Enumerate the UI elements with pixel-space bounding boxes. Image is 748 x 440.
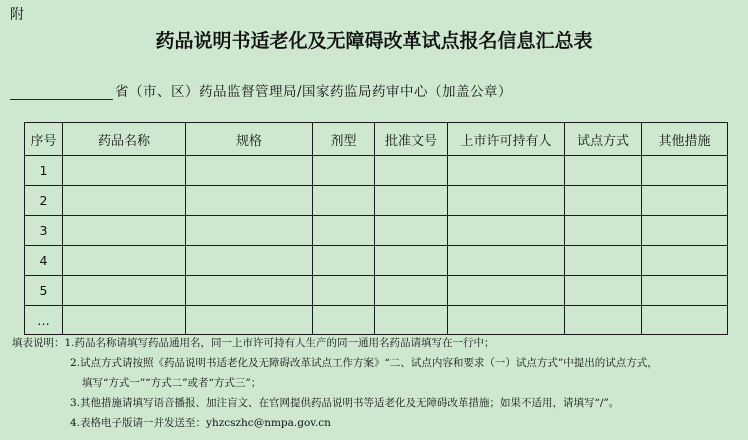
province-blank-field[interactable] (10, 83, 113, 100)
attachment-label: 附 (10, 7, 24, 23)
table-row (25, 276, 728, 306)
column-header-index: 序号 (25, 123, 63, 156)
table-cell[interactable] (565, 156, 642, 186)
table-row (25, 216, 728, 246)
row-index-cell: 2 (25, 186, 63, 216)
column-header-pilot-mode: 试点方式 (565, 123, 642, 156)
note-line-2: 2.试点方式请按照《药品说明书适老化及无障碍改革试点工作方案》“二、试点内容和要求（一）试点方式”中提出的试点方式， (70, 357, 658, 369)
table-cell[interactable] (448, 246, 565, 276)
note-line-1 (12, 333, 742, 353)
note-line-2-continued: 填写“方式一”“方式二”或者“方式三”； (82, 377, 262, 389)
table-cell[interactable] (63, 246, 186, 276)
note-line-4: 4.表格电子版请一并发送至：yhzcszhc@nmpa.gov.cn (70, 417, 331, 429)
table-cell[interactable] (313, 156, 375, 186)
page-title: 药品说明书适老化及无障碍改革试点报名信息汇总表 (155, 30, 593, 52)
table-cell[interactable] (63, 156, 186, 186)
table-cell[interactable] (186, 216, 313, 246)
table-cell[interactable] (642, 246, 728, 276)
table-cell[interactable] (565, 246, 642, 276)
table-cell[interactable] (642, 156, 728, 186)
table-cell[interactable] (313, 306, 375, 335)
row-index-cell: 5 (25, 276, 63, 306)
table-cell[interactable] (448, 306, 565, 335)
row-index-cell: … (25, 306, 63, 335)
fill-instructions (12, 333, 742, 433)
column-header-specification: 规格 (186, 123, 313, 156)
row-index-cell: 4 (25, 246, 63, 276)
table-header-row (25, 123, 728, 156)
column-header-license-holder: 上市许可持有人 (448, 123, 565, 156)
note-line-3: 3.其他措施请填写语音播报、加注盲文、在官网提供药品说明书等适老化及无障碍改革措施；如果不适用，请填写“/”。 (70, 397, 620, 409)
table-cell[interactable] (565, 276, 642, 306)
issuer-text: 省（市、区）药品监督管理局/国家药监局药审中心（加盖公章） (115, 84, 513, 100)
column-header-drug-name: 药品名称 (63, 123, 186, 156)
table-cell[interactable] (375, 186, 448, 216)
table-cell[interactable] (642, 216, 728, 246)
table-row (25, 306, 728, 335)
table-cell[interactable] (565, 306, 642, 335)
table-cell[interactable] (375, 276, 448, 306)
row-index-cell: 3 (25, 216, 63, 246)
table-cell[interactable] (186, 246, 313, 276)
table-row (25, 186, 728, 216)
table-cell[interactable] (186, 276, 313, 306)
table-cell[interactable] (448, 156, 565, 186)
table-row (25, 156, 728, 186)
table-cell[interactable] (186, 306, 313, 335)
table-cell[interactable] (313, 216, 375, 246)
table-cell[interactable] (313, 186, 375, 216)
table-cell[interactable] (375, 246, 448, 276)
table-cell[interactable] (642, 306, 728, 335)
table-cell[interactable] (63, 216, 186, 246)
table-cell[interactable] (448, 276, 565, 306)
table-cell[interactable] (63, 306, 186, 335)
table-cell[interactable] (63, 186, 186, 216)
table-cell[interactable] (375, 306, 448, 335)
table-cell[interactable] (448, 186, 565, 216)
table-cell[interactable] (186, 156, 313, 186)
table-cell[interactable] (448, 216, 565, 246)
issuer-line (10, 80, 512, 100)
table-cell[interactable] (565, 216, 642, 246)
row-index-cell: 1 (25, 156, 63, 186)
notes-label: 填表说明： (12, 337, 65, 349)
table-row (25, 246, 728, 276)
table-cell[interactable] (63, 276, 186, 306)
column-header-other-measures: 其他措施 (642, 123, 728, 156)
table-cell[interactable] (186, 186, 313, 216)
table-cell[interactable] (375, 216, 448, 246)
column-header-dosage-form: 剂型 (313, 123, 375, 156)
column-header-approval-number: 批准文号 (375, 123, 448, 156)
table-cell[interactable] (313, 246, 375, 276)
table-cell[interactable] (313, 276, 375, 306)
summary-table (24, 122, 728, 335)
table-cell[interactable] (642, 186, 728, 216)
table-cell[interactable] (375, 156, 448, 186)
note-text: 1.药品名称请填写药品通用名，同一上市许可持有人生产的同一通用名药品请填写在一行中； (64, 337, 495, 349)
table-cell[interactable] (642, 276, 728, 306)
table-cell[interactable] (565, 186, 642, 216)
